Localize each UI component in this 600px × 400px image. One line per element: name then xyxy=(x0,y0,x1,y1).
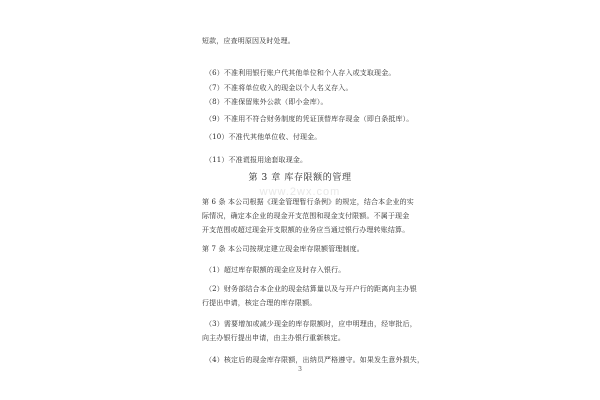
article-6-line: 第 6 条 本公司根据《现金管理暂行条例》的规定，结合本企业的实 xyxy=(202,198,414,206)
text-line: （9）不准用不符合财务制度的凭证顶替库存现金（即白条抵库）。 xyxy=(205,115,414,123)
text-line: 短款，应查明原因及时处理。 xyxy=(202,37,295,45)
text-line: （10）不准代其他单位收、付现金。 xyxy=(205,133,322,141)
list-item: （3）需要增加或减少现金的库存限额时，应申明理由，经审批后， xyxy=(205,320,417,328)
chapter-heading: 第 3 章 库存限额的管理 xyxy=(248,173,352,183)
list-item-continuation: 行提出申请，核定合理的库存限额。 xyxy=(202,299,317,307)
text-line: （6）不准利用银行账户代其他单位和个人存入或支取现金。 xyxy=(205,69,396,77)
list-item: （1）超过库存限额的现金应及时存入银行。 xyxy=(205,266,346,274)
text-line: （7）不准将单位收入的现金以个人名义存入。 xyxy=(205,84,353,92)
list-item: （2）财务部结合本企业的现金结算量以及与开户行的距离向主办银 xyxy=(205,285,417,293)
list-item-continuation: 向主办银行提出申请，由主办银行重新核定。 xyxy=(202,334,345,342)
text-line: （8）不准保留账外公款（即小金库）。 xyxy=(205,98,328,106)
article-7-line: 第 7 条 本公司按规定建立现金库存限额管理制度。 xyxy=(202,245,364,253)
text-line: （11）不准谎报用途套取现金。 xyxy=(205,156,308,164)
article-6-line: 开支范围或超过现金开支限额的业务应当通过银行办理转账结算。 xyxy=(202,226,410,234)
page-number: 3 xyxy=(298,366,302,373)
article-6-line: 际情况，确定本企业的现金开支范围和现金支付限额。不属于现金 xyxy=(202,212,410,220)
watermark-text: www.2wx.com xyxy=(259,186,341,198)
list-item: （4）核定后的现金库存限额，出纳员严格遵守。如果发生意外损失， xyxy=(205,356,425,364)
